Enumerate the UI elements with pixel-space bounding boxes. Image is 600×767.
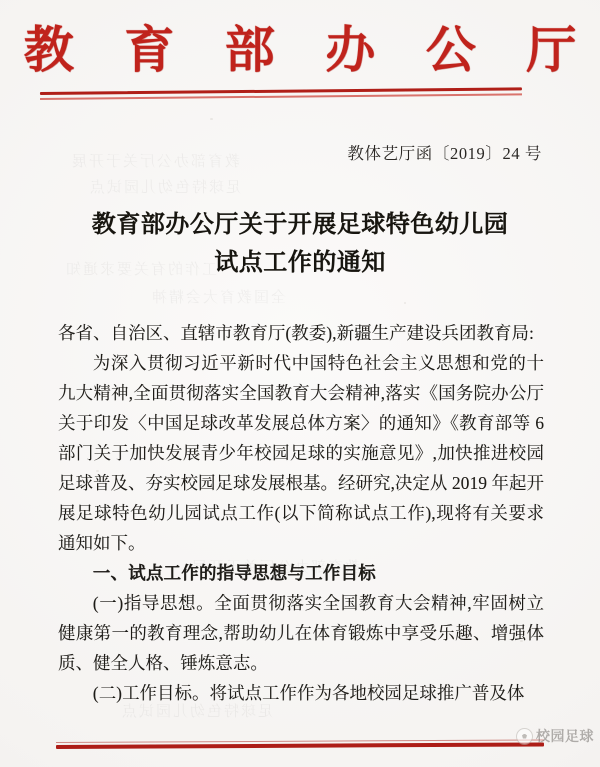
body-paragraph-1: 为深入贯彻习近平新时代中国特色社会主义思想和党的十九大精神,全面贯彻落实全国教育大会精神,落实《国务院办公厅关于印发〈中国足球改革发展总体方案〉的通知》《教育部等 6 部门关于加快发展青少年校园足球的实施意见》,加快推进校园足球普及、夯实校园足球发展根基。经研究,决定从 2019 年起开展足球特色幼儿园试点工作(以下简称试点工作),现将有关要求通知如下。 <box>58 353 544 553</box>
issuing-organization: 教 育 部 办 公 厅 <box>23 22 596 78</box>
section-1-item-1: (一)指导思想。全面贯彻落实全国教育大会精神,牢固树立健康第一的教育理念,帮助幼儿在体育锻炼中享受乐趣、增强体质、健全人格、锤炼意志。 <box>58 593 544 673</box>
title-line-1: 教育部办公厅关于开展足球特色幼儿园 <box>91 212 509 238</box>
section-1-heading: 一、试点工作的指导思想与工作目标 <box>92 563 376 583</box>
document-body <box>58 318 544 708</box>
footer-red-rule <box>56 739 544 750</box>
section-1-item-2: (二)工作目标。将试点工作作为各地校园足球推广普及体 <box>92 683 525 703</box>
masthead <box>0 18 600 82</box>
document-number: 教体艺厅函〔2019〕24 号 <box>347 144 542 163</box>
bleed-through-text <box>70 150 240 171</box>
addressee-line: 各省、自治区、直辖市教育厅(教委),新疆生产建设兵团教育局: <box>58 323 534 343</box>
watermark-label: 校园足球 <box>536 728 594 744</box>
bleed-through-text <box>88 176 241 197</box>
page-title <box>58 206 542 282</box>
bleed-through-text <box>150 286 286 307</box>
masthead-red-rule <box>40 87 522 101</box>
title-line-2: 试点工作的通知 <box>214 250 386 276</box>
